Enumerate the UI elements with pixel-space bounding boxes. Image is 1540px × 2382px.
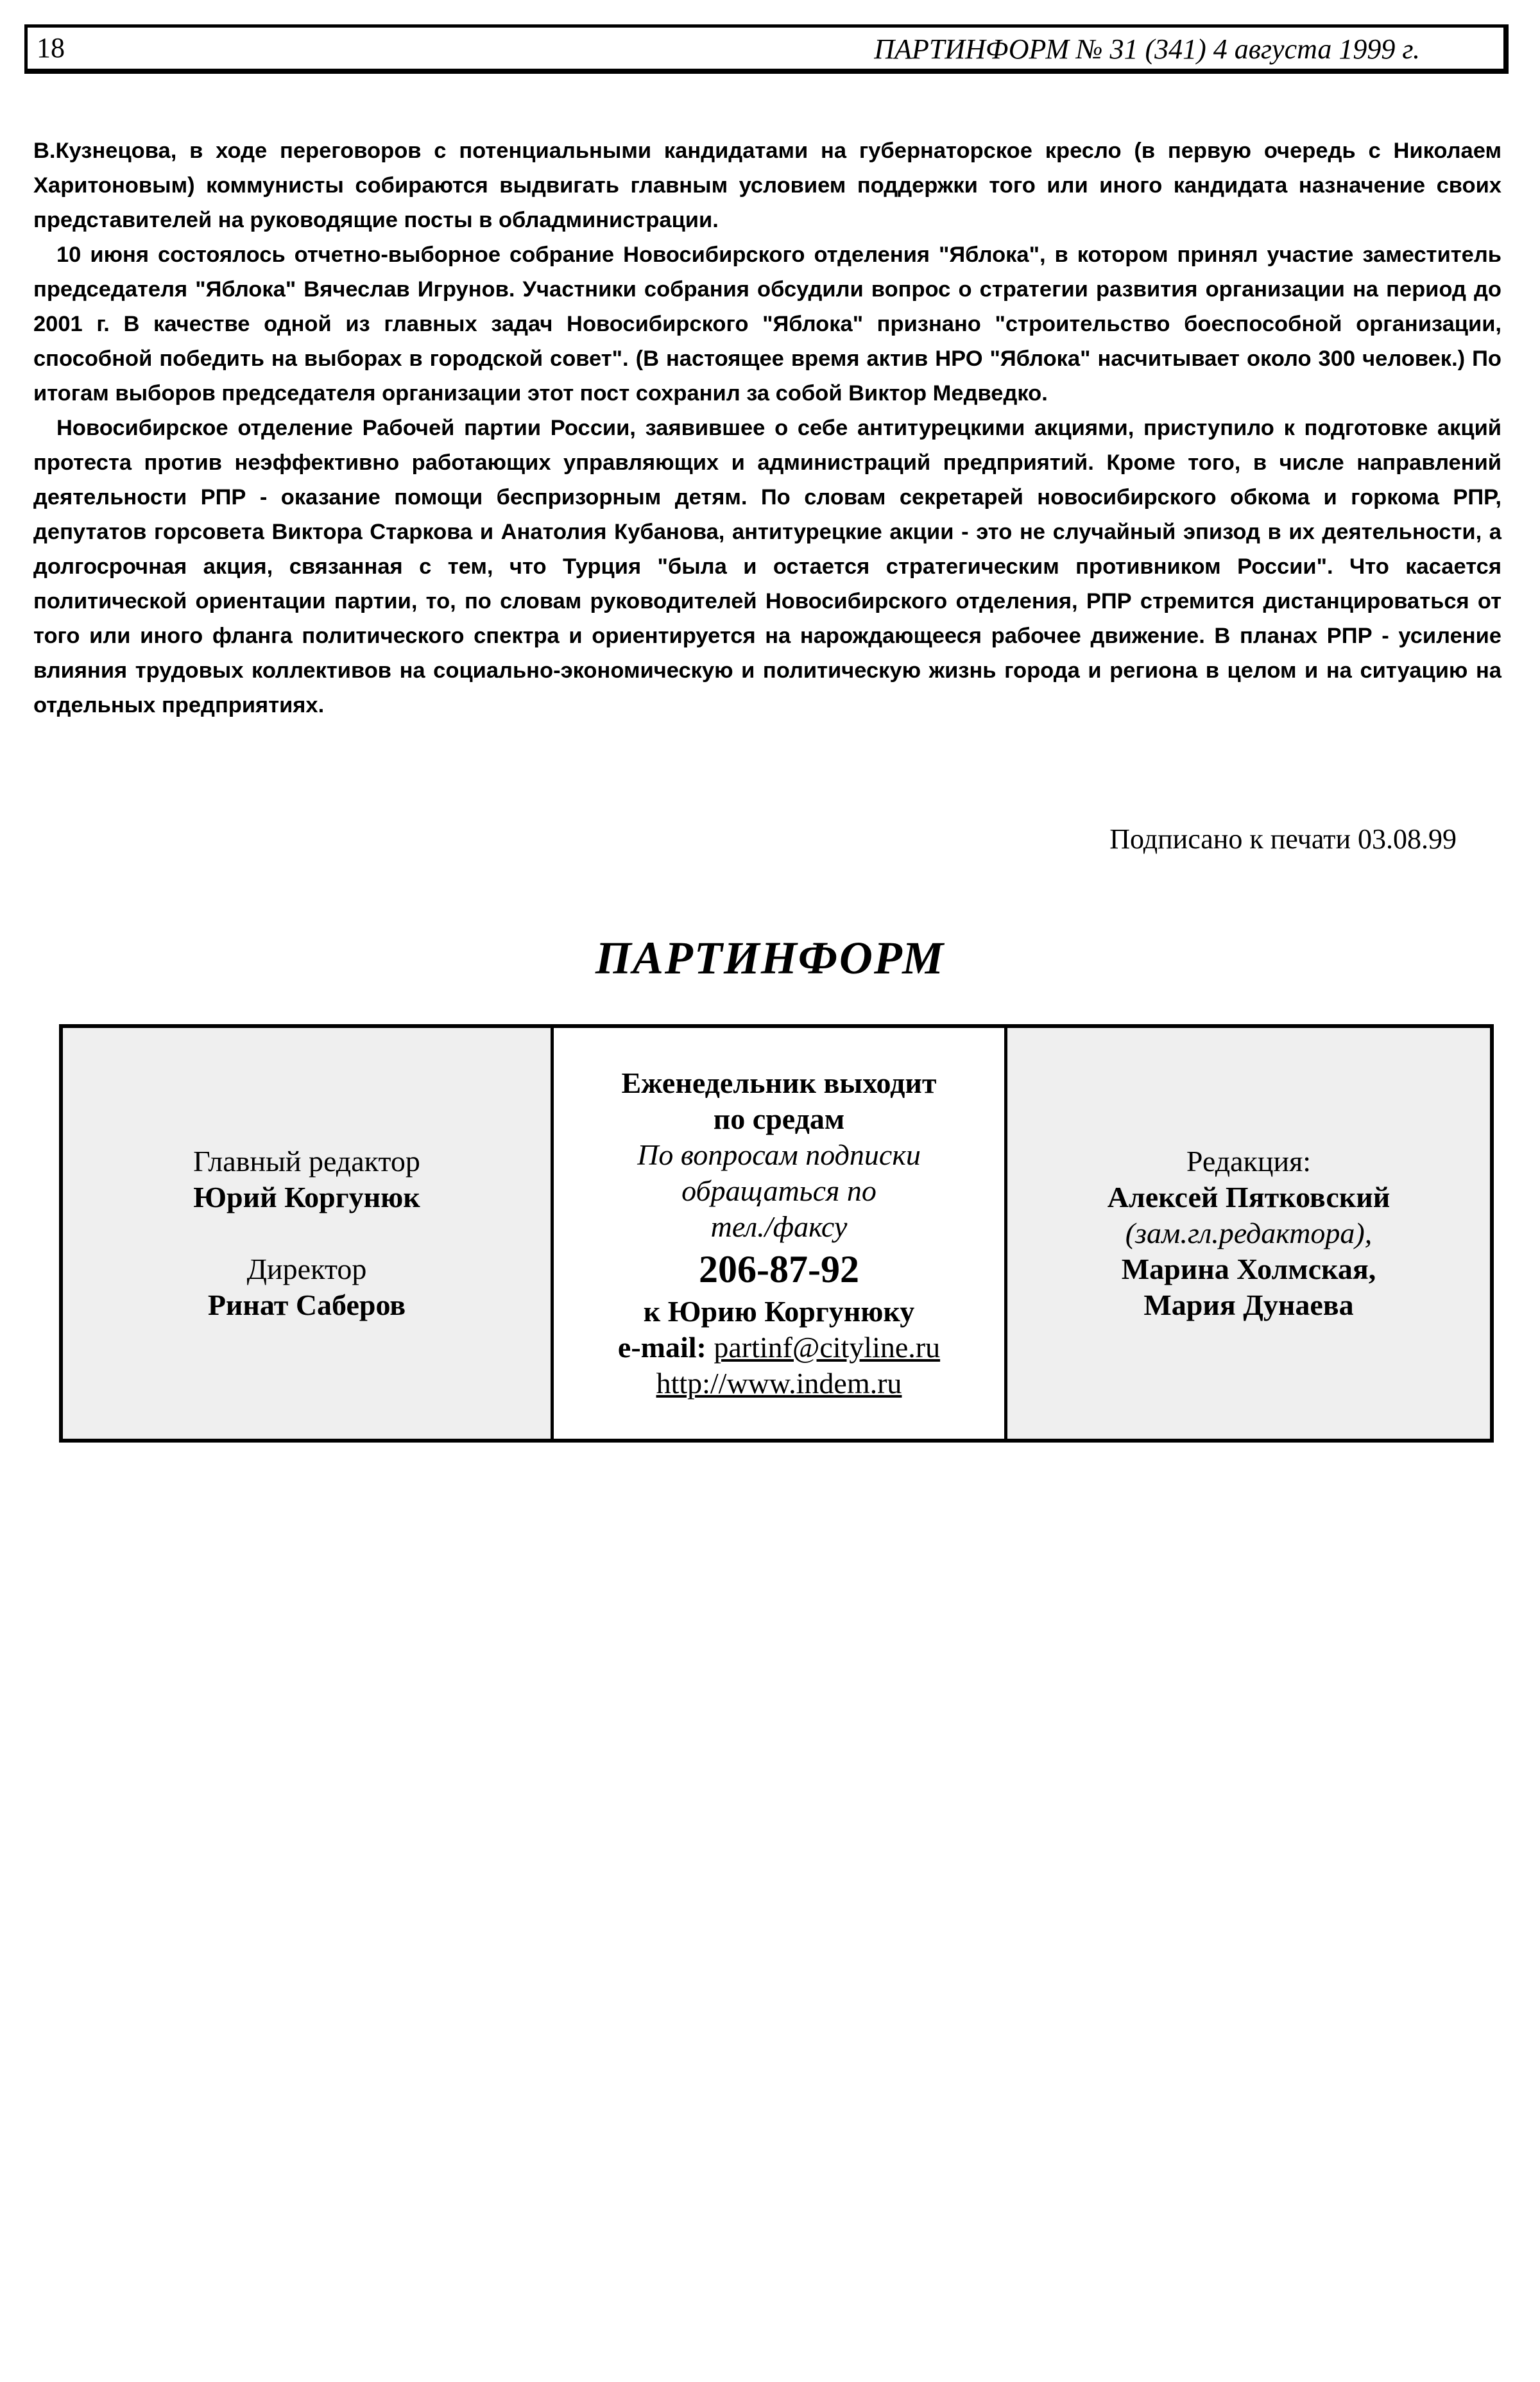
editor-name: Юрий Коргунюк (193, 1181, 420, 1213)
editorial-label: Редакция: (1186, 1145, 1312, 1178)
editorial-name: Марина Холмская, (1121, 1253, 1376, 1285)
masthead-title: ПАРТИНФОРМ (595, 932, 945, 984)
contact-person: к Юрию Коргунюку (643, 1295, 915, 1328)
email-line (618, 1330, 940, 1366)
director-role: Директор (246, 1253, 367, 1285)
editorial-role: (зам.гл.редактора), (1125, 1217, 1373, 1249)
editor-role: Главный редактор (193, 1145, 420, 1178)
editorial-name: Мария Дунаева (1143, 1289, 1354, 1321)
masthead-right-cell (1007, 1028, 1490, 1439)
subscription-line: тел./факсу (710, 1210, 848, 1243)
subscription-line: По вопросам подписки (637, 1138, 921, 1171)
article-paragraph: В.Кузнецова, в ходе переговоров с потенциальными кандидатами на губернаторское кресло (в первую очередь с Николаем Харитоновым) коммунисты собираются выдвигать главным условием поддержки того или иного кандидата назначение своих представителей на руководящие посты в обладминистрации. (33, 139, 1502, 232)
masthead-left-cell (63, 1028, 554, 1439)
subscription-line: обращаться по (681, 1174, 877, 1207)
page-number: 18 (37, 32, 65, 64)
director-name: Ринат Саберов (207, 1289, 406, 1321)
email-link[interactable]: partinf@cityline.ru (714, 1331, 941, 1364)
frequency-line: Еженедельник выходит (621, 1067, 937, 1099)
website-link[interactable]: http://www.indem.ru (656, 1367, 902, 1400)
frequency-day: по средам (713, 1102, 845, 1135)
article-body (33, 133, 1502, 723)
issue-line: ПАРТИНФОРМ № 31 (341) 4 августа 1999 г. (874, 33, 1420, 65)
article-paragraph: Новосибирское отделение Рабочей партии России, заявившее о себе антитурецкими акциями, приступило к подготовке акций протеста против неэффективно работающих управляющих и администраций предприятий. Кроме того, в числе направлений деятельности РПР - оказание помощи беспризорным детям. По словам секретарей новосибирского обкома и горкома РПР, депутатов горсовета Виктора Старкова и Анатолия Кубанова, антитурецкие акции - это не случайный эпизод в их деятельности, а долгосрочная акция, связанная с тем, что Турция "была и остается стратегическим противником России". Что касается политической ориентации партии, то, по словам руководителей Новосибирского отделения, РПР стремится дистанцироваться от того или иного фланга политического спектра и ориентируется на нарождающееся рабочее движение. В планах РПР - усиление влияния трудовых коллективов на социально-экономическую и политическую жизнь города и региона в целом и на ситуацию на отдельных предприятиях. (33, 416, 1502, 717)
signed-to-print: Подписано к печати 03.08.99 (1109, 823, 1457, 855)
phone-number: 206-87-92 (699, 1248, 859, 1290)
page-header (24, 24, 1509, 74)
email-label: e-mail: (617, 1331, 706, 1364)
masthead-table (59, 1024, 1494, 1443)
masthead-middle-cell (554, 1028, 1007, 1439)
article-paragraph: 10 июня состоялось отчетно-выборное собрание Новосибирского отделения "Яблока", в котором принял участие заместитель председателя "Яблока" Вячеслав Игрунов. Участники собрания обсудили вопрос о стратегии развития организации на период до 2001 г. В качестве одной из главных задач Новосибирского "Яблока" признано "строительство боеспособной организации, способной победить на выборах в городской совет". (В настоящее время актив НРО "Яблока" насчитывает около 300 человек.) По итогам выборов председателя организации этот пост сохранил за собой Виктор Медведко. (33, 243, 1502, 406)
editorial-name: Алексей Пятковский (1107, 1181, 1390, 1213)
